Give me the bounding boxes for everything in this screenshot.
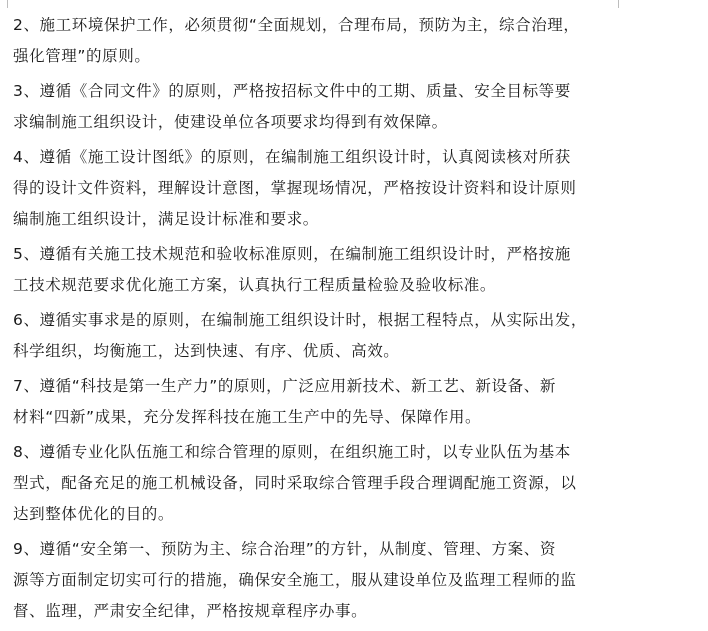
text-line: 源等方面制定切实可行的措施，确保安全施工，服从建设单位及监理工程师的监 bbox=[13, 571, 577, 589]
text-line: 科学组织，均衡施工，达到快速、有序、优质、高效。 bbox=[13, 342, 400, 360]
text-line: 2、施工环境保护工作，必须贯彻“全面规划，合理布局，预防为主，综合治理， bbox=[13, 16, 580, 34]
text-line: 编制施工组织设计，满足设计标准和要求。 bbox=[13, 210, 319, 228]
text-line: 9、遵循“安全第一、预防为主、综合治理”的方针，从制度、管理、方案、资 bbox=[13, 540, 556, 558]
text-line: 工技术规范要求优化施工方案，认真执行工程质量检验及验收标准。 bbox=[13, 276, 497, 294]
text-line: 7、遵循“科技是第一生产力”的原则，广泛应用新技术、新工艺、新设备、新 bbox=[13, 377, 556, 395]
paragraph-item-2[interactable] bbox=[13, 10, 613, 72]
text-line: 5、遵循有关施工技术规范和验收标准原则，在编制施工组织设计时，严格按施 bbox=[13, 245, 571, 263]
paragraph-item-4[interactable] bbox=[13, 142, 613, 235]
paragraph-item-8[interactable] bbox=[13, 437, 613, 530]
text-line: 6、遵循实事求是的原则，在编制施工组织设计时，根据工程特点，从实际出发， bbox=[13, 311, 587, 329]
paragraph-item-3[interactable] bbox=[13, 76, 613, 138]
text-line: 型式，配备充足的施工机械设备，同时采取综合管理手段合理调配施工资源，以 bbox=[13, 474, 577, 492]
left-margin-marker bbox=[7, 0, 8, 8]
right-margin-marker bbox=[618, 0, 619, 8]
paragraph-item-6[interactable] bbox=[13, 305, 613, 367]
text-line: 强化管理”的原则。 bbox=[13, 47, 151, 65]
text-line: 3、遵循《合同文件》的原则，严格按招标文件中的工期、质量、安全目标等要 bbox=[13, 82, 571, 100]
text-line: 材料“四新”成果，充分发挥科技在施工生产中的先导、保障作用。 bbox=[13, 408, 482, 426]
text-line: 达到整体优化的目的。 bbox=[13, 505, 175, 523]
text-line: 得的设计文件资料，理解设计意图，掌握现场情况，严格按设计资料和设计原则 bbox=[13, 179, 577, 197]
text-line: 求编制施工组织设计，使建设单位各项要求均得到有效保障。 bbox=[13, 113, 448, 131]
text-line: 4、遵循《施工设计图纸》的原则，在编制施工组织设计时，认真阅读核对所获 bbox=[13, 148, 571, 166]
document-body[interactable] bbox=[13, 10, 613, 631]
paragraph-item-5[interactable] bbox=[13, 239, 613, 301]
paragraph-item-7[interactable] bbox=[13, 371, 613, 433]
text-line: 8、遵循专业化队伍施工和综合管理的原则，在组织施工时，以专业队伍为基本 bbox=[13, 443, 571, 461]
paragraph-item-9[interactable] bbox=[13, 534, 613, 627]
text-line: 督、监理，严肃安全纪律，严格按规章程序办事。 bbox=[13, 602, 368, 620]
